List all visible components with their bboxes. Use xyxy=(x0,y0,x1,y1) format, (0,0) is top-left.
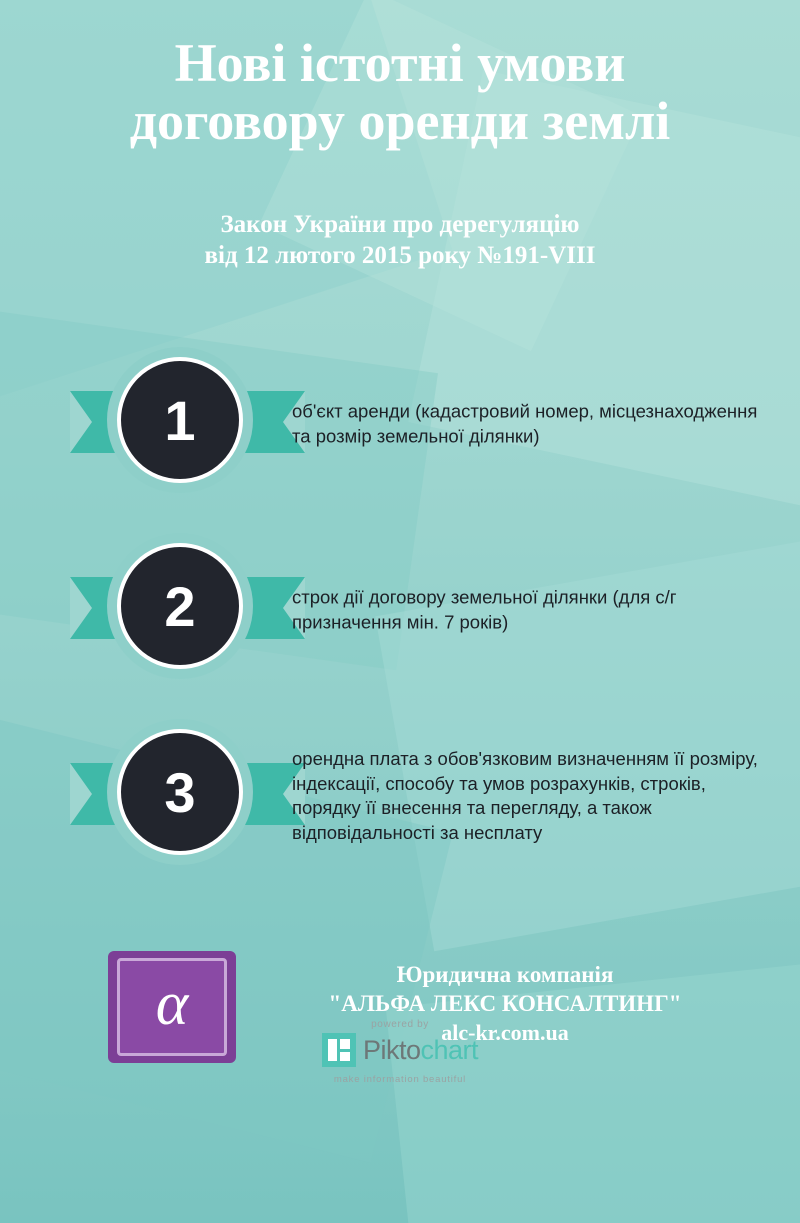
number-badge-2 xyxy=(107,533,253,679)
piktochart-watermark xyxy=(0,1019,800,1085)
item-text-1: об'єкт аренди (кадастровий номер, місцезнаходження та розмір земельної ділянки) xyxy=(292,400,758,447)
page-subtitle xyxy=(0,151,800,272)
piktochart-brand xyxy=(322,1033,478,1067)
alpha-glyph-icon: α xyxy=(155,970,189,1039)
item-text-2: строк дії договору земельної ділянки (для с/г призначення мін. 7 років) xyxy=(292,586,677,633)
company-line-1: Юридична компанія xyxy=(396,962,614,988)
title-line-1: Нові істотні умови xyxy=(174,33,626,93)
company-website: alc-kr.com.ua xyxy=(441,1019,569,1045)
powered-by-label: powered by xyxy=(371,1019,429,1031)
brand-suffix: chart xyxy=(420,1034,479,1065)
item-text-3: орендна плата з обов'язковим визначенням її розміру, індексації, способу та умов розрахунків, строків, порядку її внесення та перегляду, а також відповідальності за несплату xyxy=(292,747,758,843)
piktochart-logo-icon xyxy=(322,1033,356,1067)
number-badge-label: 1 xyxy=(117,357,243,483)
number-badge-3 xyxy=(107,719,253,865)
piktochart-tagline: make information beautiful xyxy=(333,1074,467,1086)
brand-prefix: Pikto xyxy=(362,1034,421,1065)
title-line-2: договору оренди землі xyxy=(129,91,671,152)
number-badge-label: 3 xyxy=(117,729,243,855)
subtitle-line-1: Закон України про дерегуляцію xyxy=(220,210,580,238)
page-title xyxy=(0,0,800,151)
number-badge-1 xyxy=(107,347,253,493)
numbered-items-list xyxy=(0,339,800,881)
list-item xyxy=(0,711,800,881)
number-badge-label: 2 xyxy=(117,543,243,669)
list-item xyxy=(0,525,800,695)
piktochart-wordmark xyxy=(363,1035,478,1066)
list-item xyxy=(0,339,800,509)
company-line-2: "АЛЬФА ЛЕКС КОНСАЛТИНГ" xyxy=(328,990,682,1016)
subtitle-line-2: від 12 лютого 2015 року №191-VIII xyxy=(204,241,596,269)
